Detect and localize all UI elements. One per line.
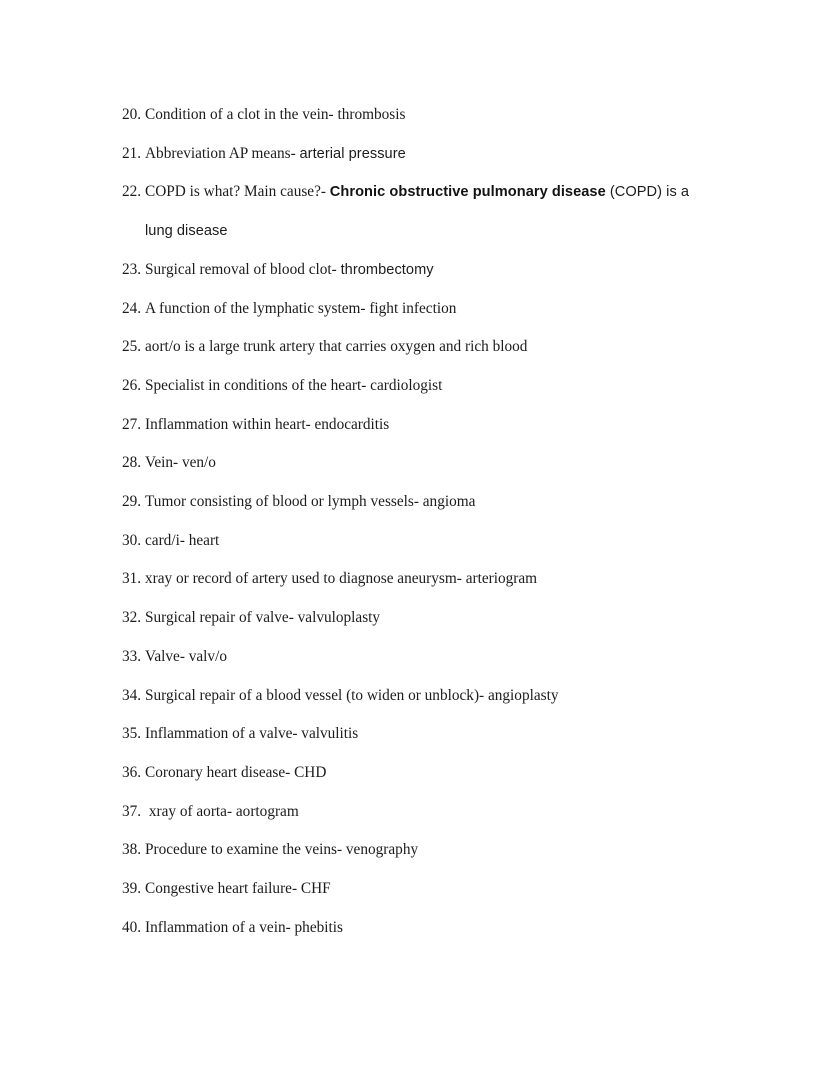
list-item-number: 20. (122, 106, 142, 123)
list-item-text: Surgical repair of a blood vessel (to widen or unblock)- angioplasty (145, 686, 559, 704)
list-item-text: (COPD) is a (605, 184, 690, 201)
list-item (122, 909, 742, 948)
list-item-number: 26. (122, 376, 142, 394)
list-item-number: 31. (122, 570, 142, 588)
list-item-text: arterial pressure (299, 145, 406, 162)
list-item-wrapped-line (122, 212, 742, 251)
list-item-text: Inflammation of a vein- phebitis (145, 918, 343, 936)
list-item-number: 34. (122, 686, 142, 704)
list-item-number: 23. (122, 260, 142, 278)
list-item-text: Inflammation within heart- endocarditis (145, 415, 390, 433)
list-item-text: Vein- ven/o (145, 454, 216, 472)
list-item (122, 754, 742, 793)
list-item-number: 29. (122, 493, 142, 511)
list-item-text: xray or record of artery used to diagnose aneurysm- arteriogram (145, 570, 538, 588)
list-item (122, 715, 742, 754)
list-item-text: Procedure to examine the veins- venography (145, 841, 419, 859)
list-item-number: 37. (122, 802, 142, 820)
list-item-number: 35. (122, 725, 142, 743)
list-item-text: lung disease (145, 223, 228, 240)
list-item-text: aort/o is a large trunk artery that carries oxygen and rich blood (145, 338, 528, 356)
list-item-text: card/i- heart (145, 531, 220, 549)
list-item-number: 22. (122, 183, 142, 201)
list-item-text: Chronic obstructive pulmonary disease (329, 184, 606, 201)
list-item-text: Condition of a clot in the vein- thrombosis (145, 106, 406, 123)
list-item-number: 27. (122, 415, 142, 433)
list-item-number: 25. (122, 338, 142, 356)
list-item-number: 39. (122, 880, 142, 898)
list-item (122, 793, 742, 832)
list-item (122, 290, 742, 329)
list-item-text: Valve- valv/o (145, 647, 227, 665)
list-item (122, 560, 742, 599)
list-item-number: 36. (122, 763, 142, 781)
numbered-list (122, 96, 742, 947)
list-item (122, 870, 742, 909)
list-item (122, 251, 742, 290)
list-item-text: Congestive heart failure- CHF (145, 880, 331, 898)
list-item-text: Surgical removal of blood clot- (145, 260, 341, 278)
list-item-text: Specialist in conditions of the heart- cardiologist (145, 376, 443, 394)
list-item (122, 831, 742, 870)
list-item-text: Coronary heart disease- CHD (145, 763, 327, 781)
list-item (122, 638, 742, 677)
list-item (122, 522, 742, 561)
list-item-number: 28. (122, 454, 142, 472)
list-item (122, 173, 742, 212)
list-item-number: 24. (122, 299, 142, 317)
list-item (122, 677, 742, 716)
list-item-text: xray of aorta- aortogram (145, 802, 299, 820)
list-item (122, 483, 742, 522)
list-item (122, 406, 742, 445)
list-item-number: 32. (122, 609, 142, 627)
list-item (122, 96, 742, 135)
list-item-number: 21. (122, 144, 142, 162)
list-item-text: Surgical repair of valve- valvuloplasty (145, 609, 381, 627)
list-item-text: Inflammation of a valve- valvulitis (145, 725, 359, 743)
list-item (122, 444, 742, 483)
list-item-text: A function of the lymphatic system- fight infection (145, 299, 457, 317)
list-item-number: 38. (122, 841, 142, 859)
list-item (122, 367, 742, 406)
list-item (122, 328, 742, 367)
list-item-number: 40. (122, 918, 142, 936)
list-item-text: thrombectomy (340, 261, 434, 278)
list-item (122, 599, 742, 638)
list-item (122, 135, 742, 174)
list-item-number: 30. (122, 531, 142, 549)
list-item-text: Abbreviation AP means- (145, 144, 300, 162)
list-item-text: Tumor consisting of blood or lymph vessels- angioma (145, 493, 476, 511)
list-item-number: 33. (122, 647, 142, 665)
list-item-text: COPD is what? Main cause?- (145, 183, 330, 201)
